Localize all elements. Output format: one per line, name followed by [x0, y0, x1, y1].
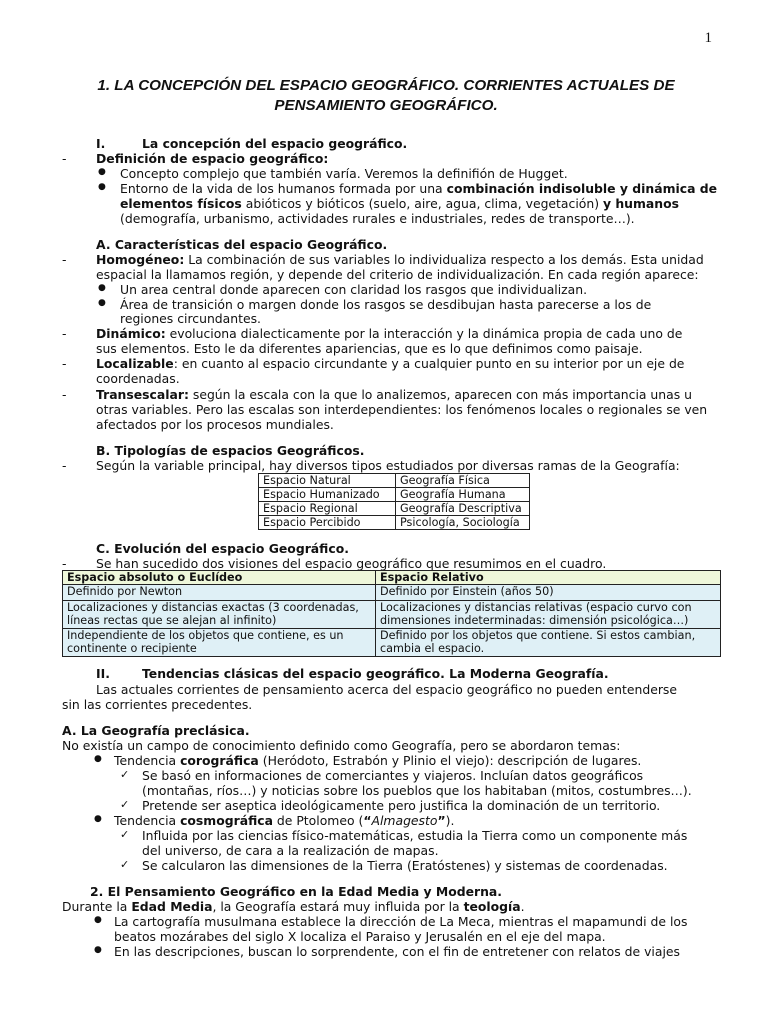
cosmografica-bullet [114, 813, 454, 828]
table-header-cell: Espacio Relativo [376, 571, 721, 585]
table-row [259, 516, 530, 530]
text-run: ” [437, 813, 446, 828]
table-row [63, 585, 721, 601]
section-2-heading [96, 666, 609, 681]
bullet-dot: ● [98, 167, 106, 177]
corografica-check-1-cont: (montañas, ríos…) y noticias sobre los pueblos que los habitaban (mitos, costumbres…). [142, 783, 692, 798]
table-cell: Localizaciones y distancias exactas (3 coordenadas, líneas rectas que se alejan al infinito) [63, 601, 376, 629]
medieval-intro [62, 899, 525, 914]
text-run: elementos físicos [120, 196, 242, 211]
text-run: (Heródoto, Estrabón y Plinio el viejo): descripción de lugares. [258, 753, 642, 768]
text-run: . [520, 899, 525, 914]
text-run: Tendencia [114, 753, 181, 768]
check-icon: ✓ [120, 798, 130, 811]
space-evolution-table [62, 570, 721, 657]
text-run: combinación indisoluble y dinámica de [446, 181, 718, 196]
title-line-1: 1. LA CONCEPCIÓN DEL ESPACIO GEOGRÁFICO. CORRIENTES ACTUALES DE [97, 77, 675, 94]
table-row [259, 474, 530, 488]
table-cell: Definido por los objetos que contiene. Si estos cambian, cambia el espacio. [376, 629, 721, 657]
subsection-b-intro: Según la variable principal, hay diversos tipos estudiados por diversas ramas de la Geografía: [96, 458, 680, 473]
table-cell: Espacio Natural [259, 474, 396, 488]
localizable-paragraph [96, 356, 684, 371]
bullet-dot: ● [94, 915, 102, 925]
check-icon: ✓ [120, 858, 130, 871]
cosmografica-check-2: Se calcularon las dimensiones de la Tierra (Eratóstenes) y sistemas de coordenadas. [142, 858, 668, 873]
dash-bullet: - [62, 252, 67, 267]
table-cell: Geografía Física [396, 474, 530, 488]
dash-bullet: - [62, 356, 67, 371]
term-label: Dinámico: [96, 326, 166, 341]
table-cell: Definido por Newton [63, 585, 376, 601]
bullet-dot: ● [94, 814, 102, 824]
table-row [63, 601, 721, 629]
text-run: Durante la [62, 899, 132, 914]
table-cell: Definido por Einstein (años 50) [376, 585, 721, 601]
transescalar-paragraph-cont: afectados por los procesos mundiales. [96, 417, 334, 432]
text-run: de Ptolomeo ( [272, 813, 364, 828]
section-1-heading [96, 136, 408, 151]
preclassic-intro: No existía un campo de conocimiento definido como Geografía, pero se abordaron temas: [62, 738, 621, 753]
homogeneo-paragraph-cont: espacial la llamamos región, y depende del criterio de individualización. En cada región aparece: [96, 267, 699, 282]
text-run: “ [363, 813, 372, 828]
text-run: Tendencia [114, 813, 181, 828]
dash-bullet: - [62, 387, 67, 402]
check-icon: ✓ [120, 828, 130, 841]
preclassic-heading: A. La Geografía preclásica. [62, 723, 250, 738]
text-run: abióticos y bióticos (suelo, aire, agua, clima, vegetación) [241, 196, 603, 211]
bullet-dot: ● [98, 283, 106, 293]
subsection-a-heading: A. Características del espacio Geográfico. [96, 237, 388, 252]
dinamico-paragraph [96, 326, 682, 341]
homogeneo-bullet-2-cont: regiones circundantes. [120, 311, 261, 326]
homogeneo-paragraph [96, 252, 704, 267]
term-label: Edad Media [131, 899, 213, 914]
dash-bullet: - [62, 458, 67, 473]
check-icon: ✓ [120, 768, 130, 781]
section-number: I. [96, 136, 106, 151]
term-label: corográfica [180, 753, 259, 768]
table-cell: Espacio Regional [259, 502, 396, 516]
text-run: , la Geografía estará muy influida por la [212, 899, 464, 914]
homogeneo-bullet-1: Un area central donde aparecen con claridad los rasgos que individualizan. [120, 282, 588, 297]
bullet-dot: ● [98, 298, 106, 308]
medieval-heading: 2. El Pensamiento Geográfico en la Edad Media y Moderna. [90, 884, 502, 899]
medieval-bullet-1: La cartografía musulmana establece la dirección de La Meca, mientras el mapamundi de los [114, 914, 688, 929]
cosmografica-check-1-cont: del universo, de cara a la realización de mapas. [142, 843, 439, 858]
table-header-cell: Espacio absoluto o Euclídeo [63, 571, 376, 585]
table-header-row [63, 571, 721, 585]
table-cell: Espacio Humanizado [259, 488, 396, 502]
localizable-paragraph-cont: coordenadas. [96, 371, 180, 386]
table-row [259, 488, 530, 502]
dash-bullet: - [62, 151, 67, 166]
definition-bullet-2 [120, 181, 717, 196]
section-2-paragraph-cont: sin las corrientes precedentes. [62, 697, 253, 712]
definition-bullet-2-cont: (demografía, urbanismo, actividades rurales e industriales, redes de transporte…). [120, 211, 635, 226]
cosmografica-check-1: Influida por las ciencias físico-matemáticas, estudia la Tierra como un componente más [142, 828, 688, 843]
table-row [63, 629, 721, 657]
bullet-dot: ● [94, 754, 102, 764]
medieval-bullet-2: En las descripciones, buscan lo sorprendente, con el fin de entretener con relatos de viajes [114, 944, 680, 959]
transescalar-paragraph-cont: otras variables. Pero las escalas son interdependientes: los fenómenos locales o regionales se ven [96, 402, 708, 417]
table-row [259, 502, 530, 516]
subsection-c-heading: C. Evolución del espacio Geográfico. [96, 541, 349, 556]
text-run: según la escala con la que lo analizemos, aparecen con más importancia unas u [188, 387, 692, 402]
text-run: y humanos [602, 196, 679, 211]
term-label: Localizable [96, 356, 174, 371]
corografica-check-2: Pretende ser aseptica ideológicamente pero justifica la dominación de un territorio. [142, 798, 661, 813]
document-title [96, 76, 676, 116]
section-2-paragraph: Las actuales corrientes de pensamiento acerca del espacio geográfico no pueden entenderse [96, 682, 677, 697]
term-label: teología [463, 899, 521, 914]
table-cell: Espacio Percibido [259, 516, 396, 530]
homogeneo-bullet-2: Área de transición o margen donde los rasgos se desdibujan hasta parecerse a los de [120, 297, 652, 312]
table-cell: Localizaciones y distancias relativas (espacio curvo con dimensiones indeterminadas: dimensión psicológica…) [376, 601, 721, 629]
table-cell: Independiente de los objetos que contiene, es un continente o recipiente [63, 629, 376, 657]
medieval-bullet-1-cont: beatos mozárabes del siglo X localiza el Paraiso y Jerusalén en el eje del mapa. [114, 929, 606, 944]
definition-heading: Definición de espacio geográfico: [96, 151, 329, 166]
subsection-c-intro: Se han sucedido dos visiones del espacio geográfico que resumimos en el cuadro. [96, 556, 607, 571]
section-title: Tendencias clásicas del espacio geográfico. La Moderna Geografía. [142, 666, 609, 681]
table-cell: Psicología, Sociología [396, 516, 530, 530]
dash-bullet: - [62, 556, 67, 571]
section-title: La concepción del espacio geográfico. [142, 136, 408, 151]
table-cell: Geografía Descriptiva [396, 502, 530, 516]
text-run: La combinación de sus variables lo individualiza respecto a los demás. Esta unidad [184, 252, 704, 267]
title-line-2: PENSAMIENTO GEOGRÁFICO. [274, 97, 498, 114]
text-run: ). [445, 813, 455, 828]
bullet-dot: ● [94, 945, 102, 955]
subsection-b-heading: B. Tipologías de espacios Geográficos. [96, 443, 365, 458]
transescalar-paragraph [96, 387, 692, 402]
definition-bullet-1: Concepto complejo que también varía. Veremos la definifión de Hugget. [120, 166, 568, 181]
page-number: 1 [704, 30, 712, 46]
dash-bullet: - [62, 326, 67, 341]
space-types-table [258, 473, 530, 530]
corografica-bullet [114, 753, 641, 768]
term-label: Transescalar: [96, 387, 189, 402]
dinamico-paragraph-cont: sus elementos. Esto le da diferentes apariencias, que es lo que definimos como paisaje. [96, 341, 643, 356]
corografica-check-1: Se basó en informaciones de comerciantes y viajeros. Incluían datos geográficos [142, 768, 644, 783]
text-run: evoluciona dialecticamente por la interacción y la dinámica propia de cada uno de [165, 326, 683, 341]
text-run: : en cuanto al espacio circundante y a cualquier punto en su interior por un eje de [173, 356, 685, 371]
term-label: Homogéneo: [96, 252, 185, 267]
definition-bullet-2-cont [120, 196, 679, 211]
term-label: cosmográfica [180, 813, 273, 828]
text-run: Entorno de la vida de los humanos formada por una [120, 181, 447, 196]
book-title: Almagesto [371, 813, 438, 828]
table-cell: Geografía Humana [396, 488, 530, 502]
bullet-dot: ● [98, 182, 106, 192]
section-number: II. [96, 666, 110, 681]
